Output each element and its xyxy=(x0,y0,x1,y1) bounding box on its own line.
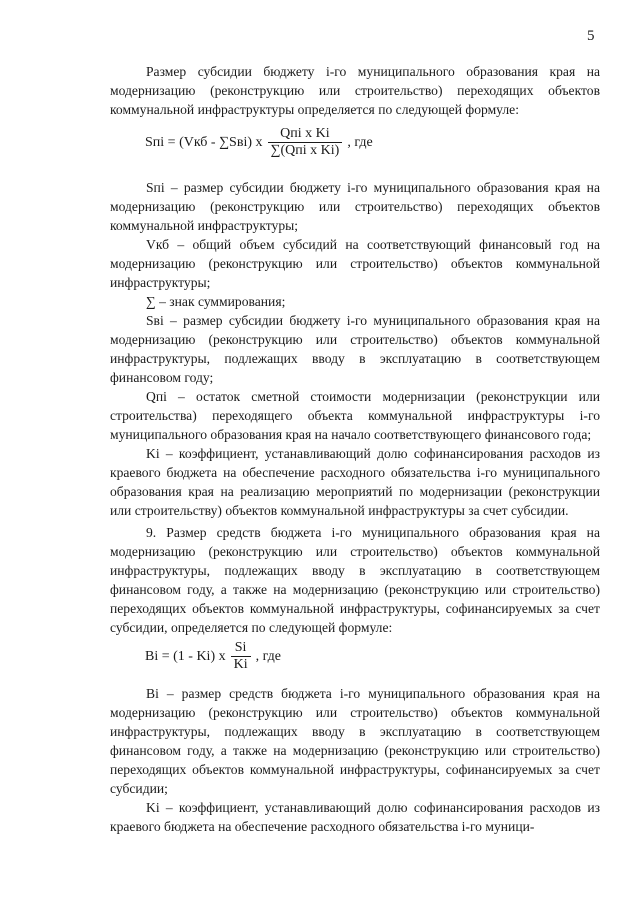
definitions-2 xyxy=(110,684,600,836)
formula-subsidy-denominator: ∑(Qпi x Ki) xyxy=(268,142,343,159)
formula-subsidy-suffix: , где xyxy=(347,135,373,150)
definitions-1 xyxy=(110,178,600,520)
page-number: 5 xyxy=(587,28,595,44)
definition-item: Vкб – общий объем субсидий на соответствующий финансовый год на модернизацию (реконструкцию или строительство) объектов коммунальной инфраструктуры; xyxy=(110,237,600,290)
formula-subsidy xyxy=(145,126,373,159)
formula-subsidy-numerator: Qпi x Ki xyxy=(280,126,330,141)
section-9-paragraph: 9. Размер средств бюджета i-го муниципального образования края на модернизацию (реконструкцию или строительство) объектов коммунальной инфраструктуры, подлежащих вводу в эксплуатацию в соответствующем финансовом году, а также на модернизацию (реконструкцию или строительство) переходящих объектов коммунальной инфраструктуры, софинансируемых за счет субсидии, определяется по следующей формуле: xyxy=(110,525,600,635)
section-9-block xyxy=(110,523,600,637)
formula-budget-suffix: , где xyxy=(255,649,281,664)
formula-budget-denominator: Ki xyxy=(231,656,251,673)
formula-subsidy-left: Sпi = (Vкб - ∑Sвi) x xyxy=(145,135,263,150)
intro-paragraph: Размер субсидии бюджету i-го муниципального образования края на модернизацию (реконструкцию или строительство) переходящих объектов коммунальной инфраструктуры определяется по следующей формуле: xyxy=(110,64,600,117)
definition-item: ∑ – знак суммирования; xyxy=(146,294,286,309)
formula-budget-left: Bi = (1 - Ki) x xyxy=(145,649,226,664)
formula-budget-numerator: Si xyxy=(234,640,247,655)
definition-item: Sпi – размер субсидии бюджету i-го муниципального образования края на модернизацию (реконструкцию или строительство) переходящих объектов коммунальной инфраструктуры; xyxy=(110,180,600,233)
definition-item: Qпi – остаток сметной стоимости модернизации (реконструкции или строительства) переходящего объекта коммунальной инфраструктуры i-го муниципального образования края на начало соответствующего финансового года; xyxy=(110,389,600,442)
definition-item: Sвi – размер субсидии бюджету i-го муниципального образования края на модернизацию (реконструкцию или строительство) объектов коммунальной инфраструктуры, подлежащих вводу в эксплуатацию в соответствующем финансовом году; xyxy=(110,313,600,385)
intro-block xyxy=(110,62,600,119)
formula-budget-fraction xyxy=(231,640,251,673)
definition-item: Ki – коэффициент, устанавливающий долю софинансирования расходов из краевого бюджета на обеспечение расходного обязательства i-го муниципального образования края на реализацию мероприятий по модернизации (реконструкции или строительству) объектов коммунальной инфраструктуры за счет субсидии. xyxy=(110,446,600,518)
definition-item: Ki – коэффициент, устанавливающий долю софинансирования расходов из краевого бюджета на обеспечение расходного обязательства i-го муници- xyxy=(110,800,600,834)
formula-subsidy-fraction xyxy=(268,126,343,159)
formula-budget xyxy=(145,640,281,673)
definition-item: Bi – размер средств бюджета i-го муниципального образования края на модернизацию (реконструкцию или строительство) объектов коммунальной инфраструктуры, подлежащих вводу в эксплуатацию в соответствующем финансовом году, а также на модернизацию (реконструкцию или строительство) переходящих объектов коммунальной инфраструктуры, софинансируемых за счет субсидии; xyxy=(110,686,600,796)
